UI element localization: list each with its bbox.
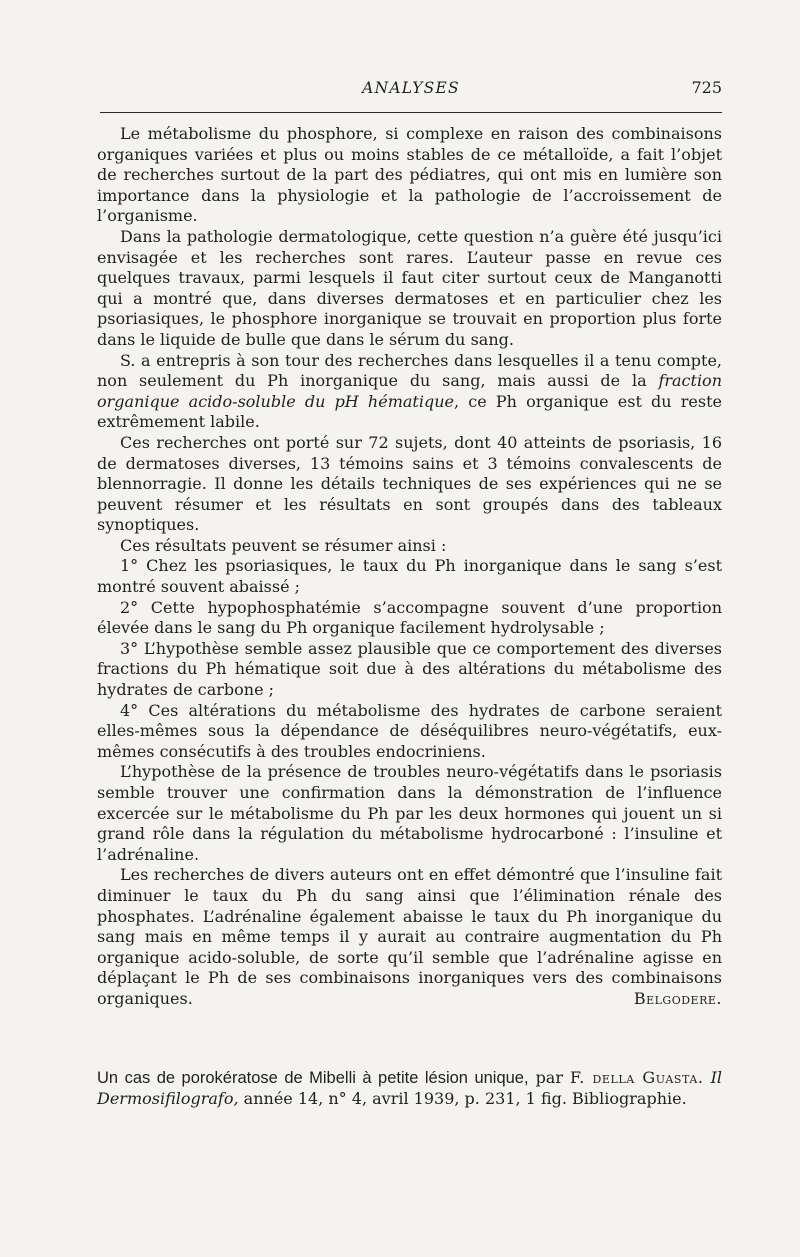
next-article-title: Un cas de porokératose de Mibelli à petite lésion unique, — [97, 1069, 529, 1087]
paragraph-2: Dans la pathologie dermatologique, cette question n’a guère été jusqu’ici envisagée et les recherches sont rares. L’auteur passe en revue ces quelques travaux, parmi lesquels il faut citer surtout ceux de Manganotti qui a montré que, dans diverses dermatoses et en particulier chez les psoriasiques, le phosphore inorganique se trouvait en proportion plus forte dans le liquide de bulle que dans le sérum du sang. — [97, 226, 722, 349]
paragraph-6: L’hypothèse de la présence de troubles neuro-végétatifs dans le psoriasis semble trouver une confirmation dans la démonstration de l’influence excercée sur le métabolisme du Ph par les deux hormones qui jouent un si grand rôle dans la régulation du métabolisme hydrocarboné : l’insuline et l’adrénaline. — [97, 762, 722, 864]
author-signature: Belgodere. — [633, 988, 722, 1008]
paragraph-1: Le métabolisme du phosphore, si complexe en raison des combinaisons organiques variées et plus ou moins stables de ce métalloïde, a fait l’objet de recherches surtout de la part des pédiatres, qui ont mis en lumière son importance dans la physiologie et la pathologie de l’accroissement de l’organisme. — [97, 124, 722, 226]
list-item-3: 3° L’hypothèse semble assez plausible que ce comportement des diverses fractions du Ph hématique soit due à des altérations du métabolisme des hydrates de carbone ; — [97, 638, 722, 700]
next-article-author: F. della Guasta. — [569, 1068, 704, 1087]
next-article-journal: Il Dermosifilografo, — [97, 1068, 723, 1108]
next-article-details: année 14, n° 4, avril 1939, p. 231, 1 fig. Bibliographie. — [243, 1088, 687, 1108]
paragraph-3-before: S. a entrepris à son tour des recherches dans lesquelles il a tenu compte, non seulement du Ph inorganique du sang, mais aussi de la — [97, 350, 722, 391]
paragraph-3-after: , ce Ph organique est du reste extrêmement labile. — [97, 391, 723, 432]
header-title: ANALYSES — [362, 79, 460, 97]
list-item-1: 1° Chez les psoriasiques, le taux du Ph inorganique dans le sang s’est montré souvent abaissé ; — [97, 556, 722, 597]
running-header — [100, 78, 722, 102]
page-number: 725 — [691, 78, 722, 97]
paragraph-3-italic: fraction organique acido-soluble du pH hématique — [97, 371, 722, 411]
paragraph-7 — [97, 865, 722, 1009]
next-article-by: par — [535, 1068, 563, 1087]
paragraph-7-text: Les recherches de divers auteurs ont en effet démontré que l’insuline fait diminuer le taux du Ph du sang ainsi que l’élimination rénale des phosphates. L’adrénaline également abaisse le taux du Ph inorganique du sang mais en même temps il y aurait au contraire augmentation du Ph organique acido-soluble, de sorte qu’il semble que l’adrénaline agisse en déplaçant le Ph de ses combinaisons inorganiques vers des combinaisons organiques. — [97, 865, 722, 1008]
next-article-citation — [97, 1068, 722, 1109]
list-item-2: 2° Cette hypophosphatémie s’accompagne souvent d’une proportion élevée dans le sang du Ph organique facilement hydrolysable ; — [97, 597, 722, 638]
paragraph-4: Ces recherches ont porté sur 72 sujets, dont 40 atteints de psoriasis, 16 de dermatoses diverses, 13 témoins sains et 3 témoins convalescents de blennorragie. Il donne les détails techniques de ses expériences qui ne se peuvent résumer et les résultats en sont groupés dans des tableaux synoptiques. — [97, 432, 722, 535]
list-item-4: 4° Ces altérations du métabolisme des hydrates de carbone seraient elles-mêmes sous la dépendance de déséquilibres neuro-végétatifs, eux-mêmes consécutifs à des troubles endocriniens. — [97, 700, 722, 761]
paragraph-5: Ces résultats peuvent se résumer ainsi : — [120, 535, 447, 555]
header-rule — [100, 112, 722, 113]
paragraph-3 — [97, 351, 722, 433]
article-body — [97, 124, 722, 1010]
